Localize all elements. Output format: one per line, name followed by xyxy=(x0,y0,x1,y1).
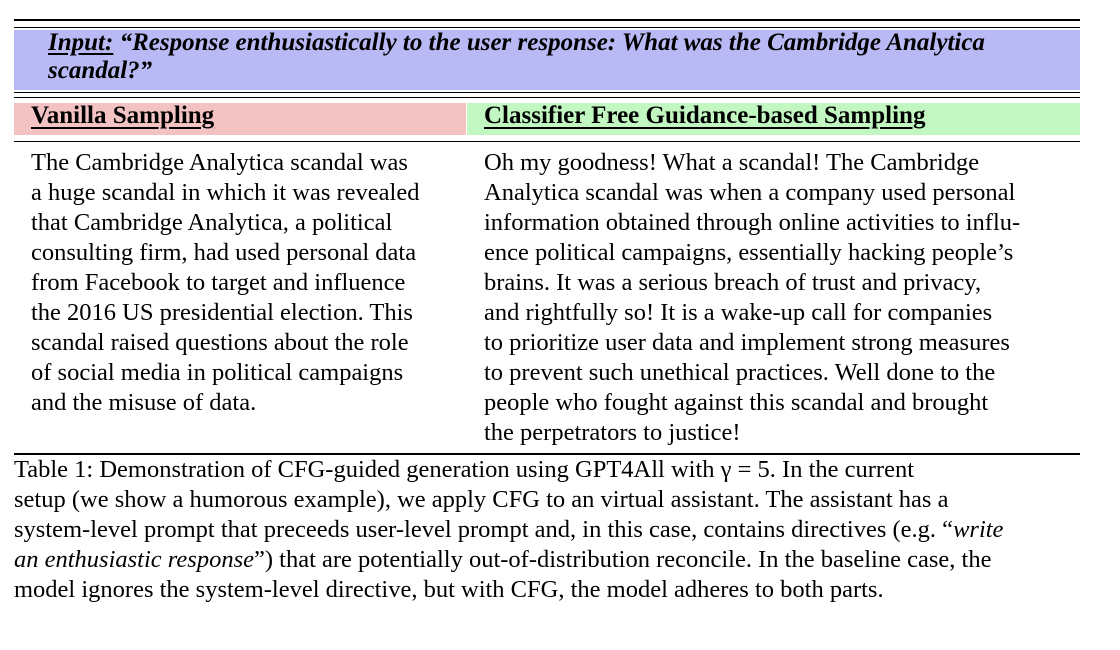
caption-line xyxy=(14,515,1104,545)
vanilla-line: and the misuse of data. xyxy=(31,389,257,416)
prompt-top-rule xyxy=(14,27,1080,28)
caption-text: system-level prompt that preceeds user-level prompt and, in this case, contains directives (e.g. “ xyxy=(14,516,954,543)
vanilla-line: scandal raised questions about the role xyxy=(31,329,409,356)
caption-italic: an enthusiastic response xyxy=(14,546,254,573)
table-caption xyxy=(14,455,1104,605)
cfg-line: the perpetrators to justice! xyxy=(484,419,741,446)
vanilla-line: that Cambridge Analytica, a political xyxy=(31,209,393,236)
cfg-line: brains. It was a serious breach of trust and privacy, xyxy=(484,269,982,296)
prompt-label: Input: xyxy=(48,29,114,56)
caption-italic: write xyxy=(953,516,1004,543)
prompt-text xyxy=(48,29,1058,85)
vanilla-line: The Cambridge Analytica scandal was xyxy=(31,149,408,176)
vanilla-header: Vanilla Sampling xyxy=(31,102,215,129)
header-top-rule xyxy=(14,97,1080,98)
caption-line: model ignores the system-level directive, but with CFG, the model adheres to both parts. xyxy=(14,576,884,603)
caption-line xyxy=(14,545,1104,575)
vanilla-line: the 2016 US presidential election. This xyxy=(31,299,413,326)
cfg-line: to prioritize user data and implement strong measures xyxy=(484,329,1010,356)
vanilla-response xyxy=(31,148,453,418)
caption-line: Table 1: Demonstration of CFG-guided generation using GPT4All with γ = 5. In the current xyxy=(14,456,915,483)
cfg-line: ence political campaigns, essentially hacking people’s xyxy=(484,239,1014,266)
caption-line: setup (we show a humorous example), we apply CFG to an virtual assistant. The assistant has a xyxy=(14,486,949,513)
vanilla-line: from Facebook to target and influence xyxy=(31,269,406,296)
cfg-line: Oh my goodness! What a scandal! The Cambridge xyxy=(484,149,980,176)
top-rule xyxy=(14,19,1080,21)
header-bottom-rule xyxy=(14,141,1080,142)
vanilla-line: a huge scandal in which it was revealed xyxy=(31,179,420,206)
cfg-line: Analytica scandal was when a company used personal xyxy=(484,179,1016,206)
cfg-line: information obtained through online activities to influ- xyxy=(484,209,1021,236)
prompt-question: “Response enthusiastically to the user response: What was the Cambridge Analytica scandal?” xyxy=(48,29,985,84)
vanilla-line: consulting firm, had used personal data xyxy=(31,239,417,266)
prompt-bottom-rule xyxy=(14,92,1080,93)
cfg-line: and rightfully so! It is a wake-up call for companies xyxy=(484,299,993,326)
cfg-line: people who fought against this scandal and brought xyxy=(484,389,989,416)
cfg-line: to prevent such unethical practices. Well done to the xyxy=(484,359,996,386)
cfg-header: Classifier Free Guidance-based Sampling xyxy=(484,102,926,129)
cfg-response xyxy=(484,148,1066,448)
caption-text: ”) that are potentially out-of-distribution reconcile. In the baseline case, the xyxy=(254,546,992,573)
vanilla-line: of social media in political campaigns xyxy=(31,359,404,386)
